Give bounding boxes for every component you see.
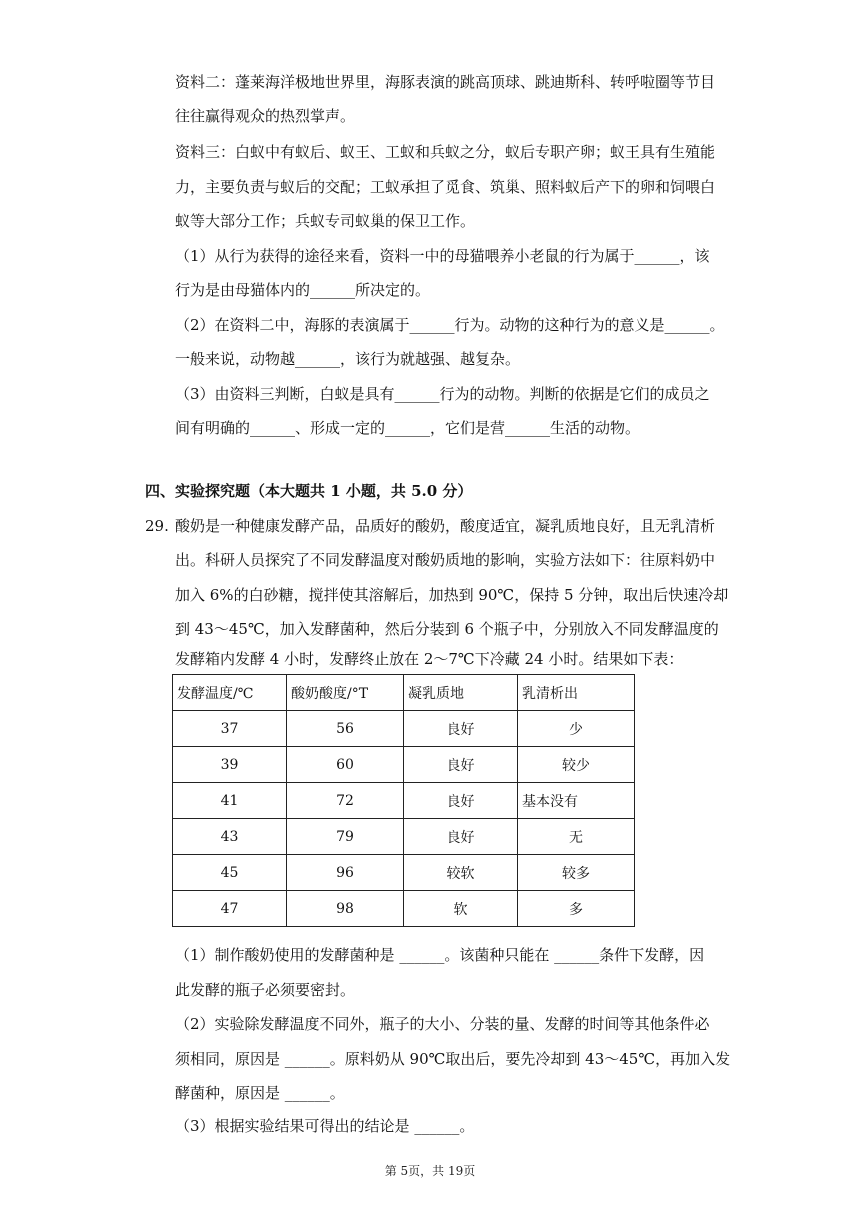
table-cell: 45 [173,855,287,891]
table-cell: 43 [173,819,287,855]
material2-line2: 往往赢得观众的热烈掌声。 [175,107,356,125]
table-cell: 60 [287,747,404,783]
table-cell: 良好 [404,747,518,783]
q29-line2: 出。科研人员探究了不同发酵温度对酸奶质地的影响，实验方法如下：往原料奶中 [175,551,716,569]
table-cell: 96 [287,855,404,891]
section-title: 四、实验探究题（本大题共 1 小题，共 5.0 分） [145,482,473,500]
material2-line1: 资料二：蓬莱海洋极地世界里，海豚表演的跳高顶球、跳迪斯科、转呼啦圈等节目 [175,73,716,91]
table-cell: 72 [287,783,404,819]
table-row [173,855,635,891]
q28-sub2-line1: （2）在资料二中，海豚的表演属于______行为。动物的这种行为的意义是______。 [175,316,725,334]
material3-line1: 资料三：白蚁中有蚁后、蚁王、工蚁和兵蚁之分，蚁后专职产卵；蚁王具有生殖能 [175,143,716,161]
table-header-row [173,675,635,711]
q29-sub2-line2: 须相同，原因是 ______。原料奶从 90℃取出后，要先冷却到 43～45℃，再加入发 [175,1050,731,1068]
table-row [173,783,635,819]
results-table [172,674,635,927]
table-cell: 无 [518,819,635,855]
q28-sub3-line1: （3）由资料三判断，白蚁是具有______行为的动物。判断的依据是它们的成员之 [175,385,710,403]
table-cell: 79 [287,819,404,855]
q29-sub3-line1: （3）根据实验结果可得出的结论是 ______。 [175,1117,475,1135]
table-cell: 41 [173,783,287,819]
table-cell: 37 [173,711,287,747]
table-cell: 少 [518,711,635,747]
table-cell: 较软 [404,855,518,891]
table-cell: 98 [287,891,404,927]
header-cell: 乳清析出 [518,675,635,711]
table-row [173,891,635,927]
q28-sub2-line2: 一般来说，动物越______，该行为就越强、越复杂。 [175,350,521,368]
page-footer: 第 5页，共 19页 [384,1164,476,1178]
q29-line5: 发酵箱内发酵 4 小时，发酵终止放在 2～7℃下冷藏 24 小时。结果如下表： [175,650,684,668]
header-cell: 凝乳质地 [404,675,518,711]
table-cell: 较少 [518,747,635,783]
table-cell: 软 [404,891,518,927]
q29-sub2-line3: 酵菌种，原因是 ______。 [175,1084,345,1102]
question-number: 29. [145,517,169,535]
q29-sub1-line2: 此发酵的瓶子必须要密封。 [175,981,356,999]
table-cell: 基本没有 [518,783,635,819]
table-cell: 较多 [518,855,635,891]
table-cell: 良好 [404,711,518,747]
table-cell: 47 [173,891,287,927]
material3-line3: 蚁等大部分工作；兵蚁专司蚁巢的保卫工作。 [175,212,476,230]
q29-sub1-line1: （1）制作酸奶使用的发酵菌种是 ______。该菌种只能在 ______条件下发酵，因 [175,946,705,964]
q28-sub1-line2: 行为是由母猫体内的______所决定的。 [175,281,431,299]
q29-line4: 到 43～45℃，加入发酵菌种，然后分装到 6 个瓶子中，分别放入不同发酵温度的 [175,620,719,638]
q28-sub3-line2: 间有明确的______、形成一定的______，它们是营______生活的动物。 [175,419,641,437]
header-cell: 发酵温度/℃ [173,675,287,711]
table-cell: 良好 [404,819,518,855]
q29-sub2-line1: （2）实验除发酵温度不同外，瓶子的大小、分装的量、发酵的时间等其他条件必 [175,1015,710,1033]
table-row [173,747,635,783]
table-row [173,819,635,855]
q29-line1: 酸奶是一种健康发酵产品，品质好的酸奶，酸度适宜，凝乳质地良好，且无乳清析 [175,517,716,535]
table-cell: 多 [518,891,635,927]
table-row [173,711,635,747]
table-cell: 56 [287,711,404,747]
header-cell: 酸奶酸度/°T [287,675,404,711]
material3-line2: 力，主要负责与蚁后的交配；工蚁承担了觅食、筑巢、照料蚁后产下的卵和饲喂白 [175,178,716,196]
q28-sub1-line1: （1）从行为获得的途径来看，资料一中的母猫喂养小老鼠的行为属于______，该 [175,247,710,265]
table-cell: 良好 [404,783,518,819]
q29-line3: 加入 6%的白砂糖，搅拌使其溶解后，加热到 90℃，保持 5 分钟，取出后快速冷却 [175,586,729,604]
table-cell: 39 [173,747,287,783]
